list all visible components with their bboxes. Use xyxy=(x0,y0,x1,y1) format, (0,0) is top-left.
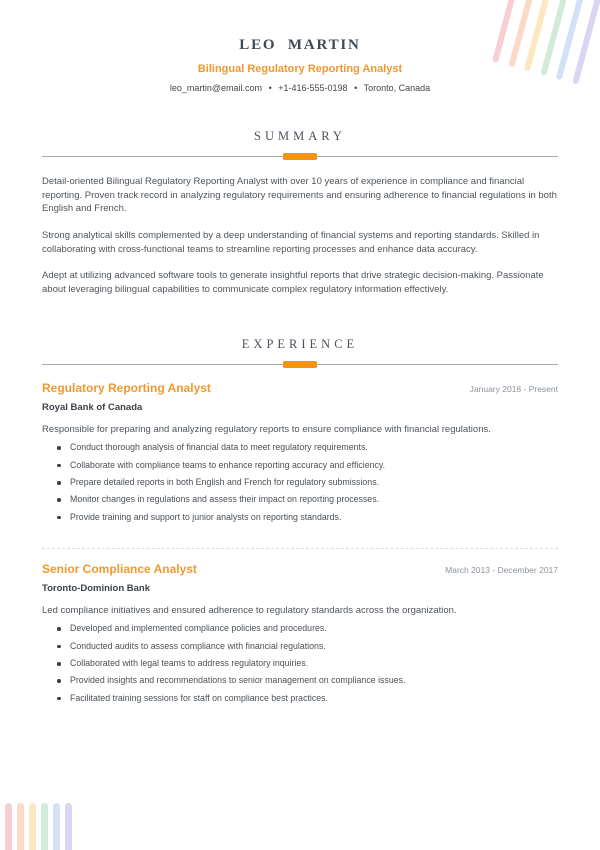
bullet-item: Collaborate with compliance teams to enhance reporting accuracy and efficiency. xyxy=(70,460,558,470)
summary-paragraph: Strong analytical skills complemented by a deep understanding of financial systems and reporting standards. Skilled in collaborating with cross-functional teams to streamline reporting processes and enhance data accuracy. xyxy=(42,230,540,255)
bullet-item: Prepare detailed reports in both English and French for regulatory submissions. xyxy=(70,477,558,487)
bullet-list xyxy=(42,442,558,522)
bullet-item: Collaborated with legal teams to address regulatory inquiries. xyxy=(70,658,558,668)
experience-heading: EXPERIENCE xyxy=(241,336,359,351)
bottom-left-stripes-decoration xyxy=(5,803,72,850)
job-dates: March 2013 - December 2017 xyxy=(445,565,558,576)
contact-email: leo_martin@email.com xyxy=(169,82,263,93)
jobs-dashed-divider xyxy=(42,548,558,549)
bullet-item: Provide training and support to junior analysts on reporting standards. xyxy=(70,512,558,522)
summary-paragraph: Detail-oriented Bilingual Regulatory Reporting Analyst with over 10 years of experience in compliance and financial reporting. Proven track record in analyzing regulatory requirements and ensuring adherence to financial regulations in both English and French. xyxy=(42,176,557,215)
decor-stripe xyxy=(5,803,12,850)
divider-accent-bar xyxy=(283,153,317,160)
contact-phone: +1-416-555-0198 xyxy=(278,82,348,93)
job-header xyxy=(42,382,558,396)
decor-stripe xyxy=(41,803,48,850)
job-company: Toronto-Dominion Bank xyxy=(42,582,151,594)
divider-accent-bar xyxy=(283,361,317,368)
job-title: Regulatory Reporting Analyst xyxy=(42,381,211,396)
summary-paragraphs xyxy=(42,175,558,297)
section-divider xyxy=(42,361,558,368)
candidate-title: Bilingual Regulatory Reporting Analyst xyxy=(197,62,403,75)
contact-separator: • xyxy=(354,82,358,93)
decor-stripe xyxy=(53,803,60,850)
decor-stripe xyxy=(29,803,36,850)
contact-separator: • xyxy=(268,82,272,93)
contact-location: Toronto, Canada xyxy=(363,82,431,93)
summary-paragraph: Adept at utilizing advanced software tools to generate insightful reports that drive strategic decision-making. Passionate about leveraging bilingual capabilities to communicate complex regulatory information effectively. xyxy=(42,270,544,296)
job-description: Responsible for preparing and analyzing regulatory reports to ensure compliance with financial regulations. xyxy=(42,424,491,435)
job-title: Senior Compliance Analyst xyxy=(42,562,197,577)
contact-line xyxy=(42,83,558,93)
section-experience xyxy=(42,338,558,703)
job-entry xyxy=(42,382,558,522)
section-summary xyxy=(42,130,558,297)
bullet-list xyxy=(42,623,558,703)
candidate-name: LEO MARTIN xyxy=(239,37,361,53)
job-company: Royal Bank of Canada xyxy=(42,402,143,413)
section-divider xyxy=(42,153,558,160)
bullet-item: Conduct thorough analysis of financial data to meet regulatory requirements. xyxy=(70,442,558,452)
bullet-item: Developed and implemented compliance policies and procedures. xyxy=(70,623,558,633)
job-description: Led compliance initiatives and ensured adherence to regulatory standards across the organization. xyxy=(42,604,457,616)
job-dates: January 2018 - Present xyxy=(469,384,558,395)
resume-header xyxy=(42,37,558,93)
decor-stripe xyxy=(65,803,72,850)
bullet-item: Conducted audits to assess compliance with financial regulations. xyxy=(70,641,558,651)
bullet-item: Monitor changes in regulations and assess their impact on reporting processes. xyxy=(70,494,558,504)
decor-stripe xyxy=(17,803,24,850)
bullet-item: Provided insights and recommendations to senior management on compliance issues. xyxy=(70,675,558,685)
bullet-item: Facilitated training sessions for staff on compliance best practices. xyxy=(70,693,558,703)
summary-heading: SUMMARY xyxy=(254,128,346,143)
job-header xyxy=(42,563,558,577)
job-entry xyxy=(42,563,558,703)
